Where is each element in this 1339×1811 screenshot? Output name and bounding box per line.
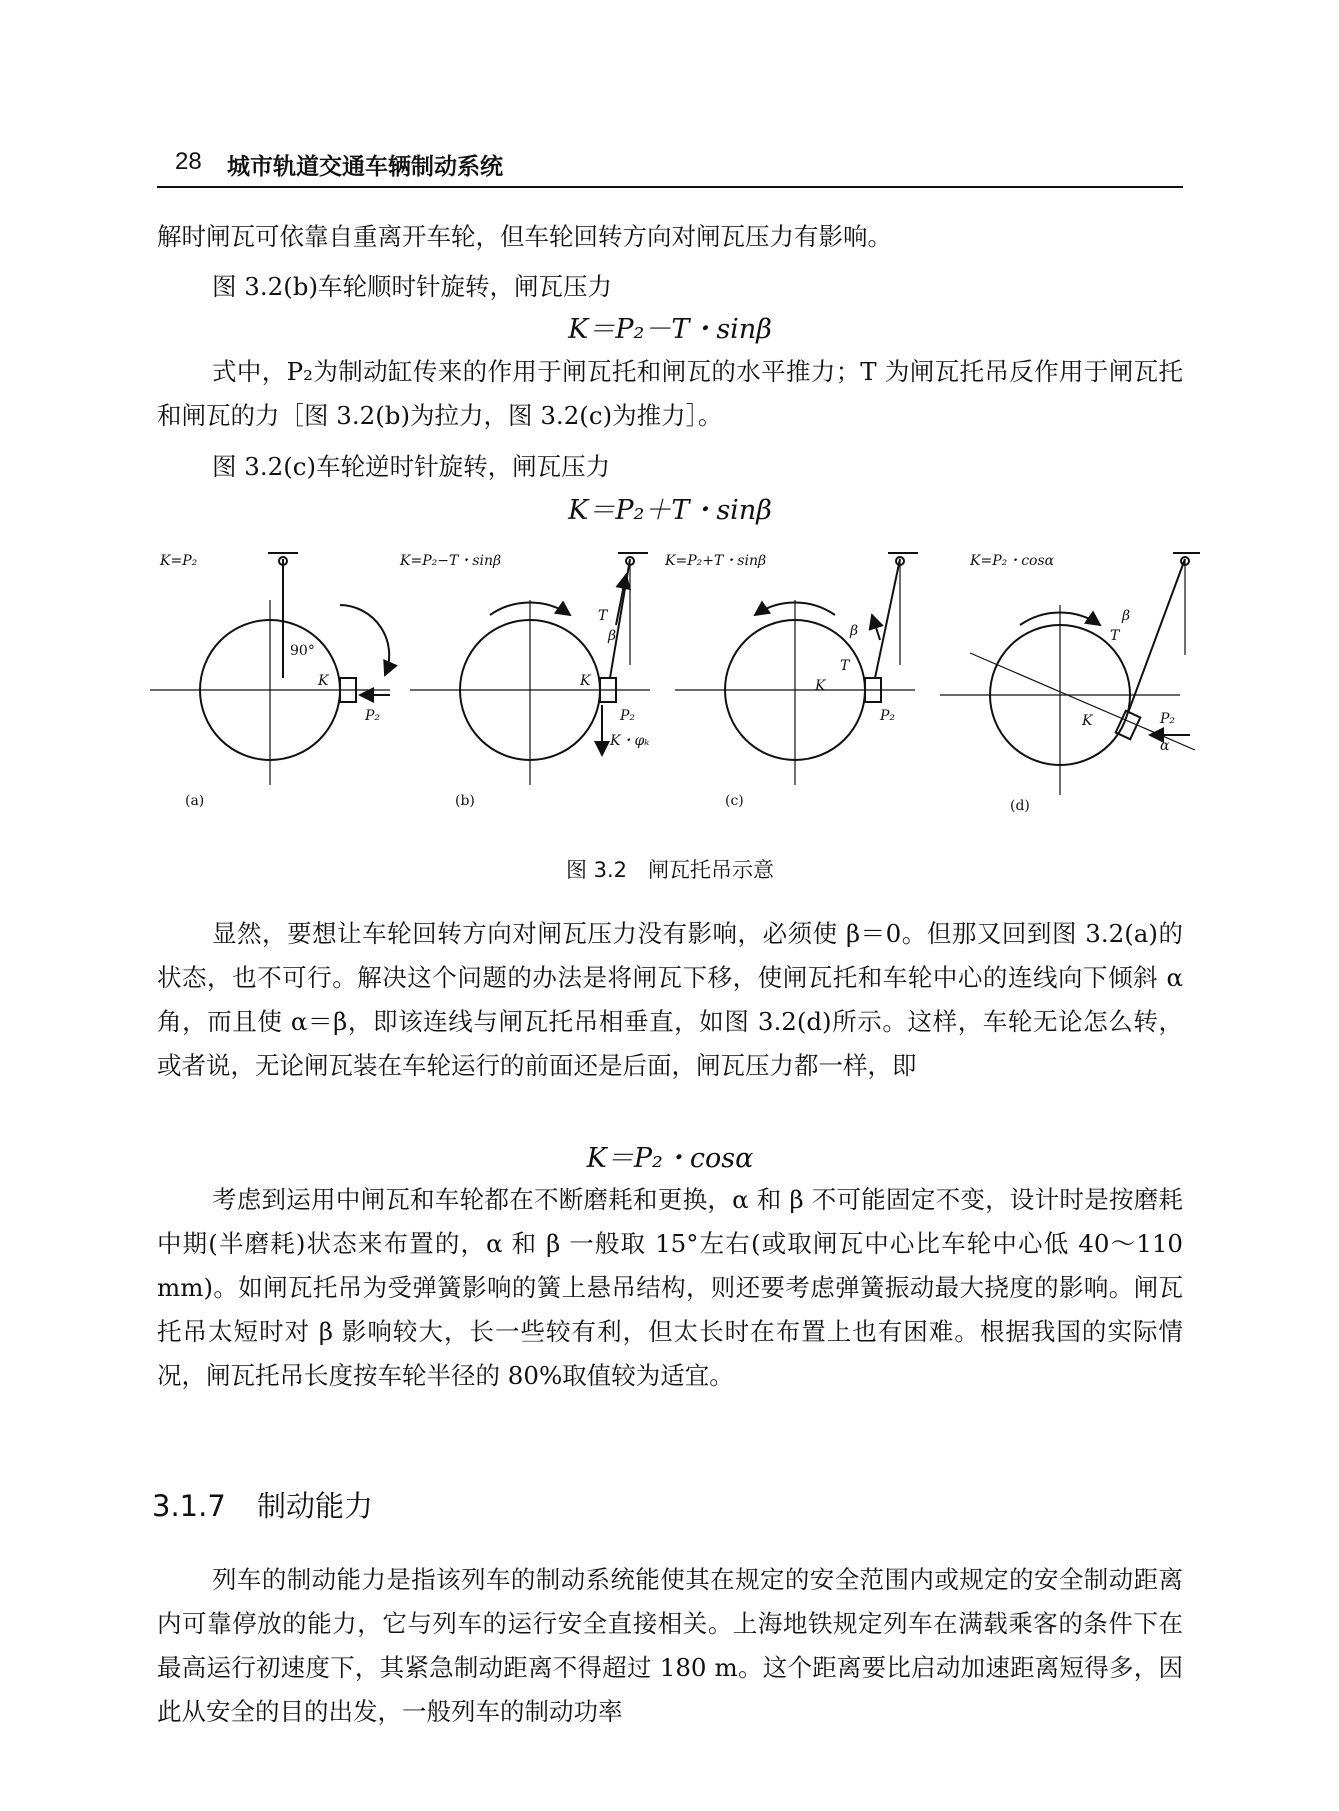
fig-d-t: T: [1110, 628, 1120, 644]
book-title: 城市轨道交通车辆制动系统: [227, 154, 503, 180]
diagram-d: [940, 553, 1200, 795]
fig-c-p: P₂: [880, 708, 896, 724]
fig-b-k: K: [580, 673, 591, 689]
fig-a-k: K: [318, 673, 329, 689]
fig-a-label: (a): [185, 793, 205, 809]
fig-c-beta: β: [850, 623, 859, 639]
fig-d-alpha: α: [1160, 738, 1170, 754]
paragraph-6: 考虑到运用中闸瓦和车轮都在不断磨耗和更换，α 和 β 不可能固定不变，设计时是按磨耗中期(半磨耗)状态来布置的，α 和 β 一般取 15°左右(或取闸瓦中心比车轮中心低 40～110 mm)。如闸瓦托吊为受弹簧影响的簧上悬吊结构，则还要考虑弹簧振动最大挠度的影响。闸瓦托吊太短时对 β 影响较大，长一些较有利，但太长时在布置上也有困难。根据我国的实际情况，闸瓦托吊长度按车轮半径的 80%取值较为适宜。: [157, 1185, 1183, 1390]
fig-c-label: (c): [725, 793, 744, 809]
brake-shoe-figure: [140, 545, 1200, 845]
paragraph-7: 列车的制动能力是指该列车的制动系统能使其在规定的安全范围内或规定的安全制动距离内可靠停放的能力，它与列车的运行安全直接相关。上海地铁规定列车在满载乘客的条件下在最高运行初速度下，其紧急制动距离不得超过 180 m。这个距离要比启动加速距离短得多，因此从安全的目的出发，一般列车的制动功率: [157, 1565, 1183, 1726]
paragraph-5: 显然，要想让车轮回转方向对闸瓦压力没有影响，必须使 β＝0。但那又回到图 3.2(a)的状态，也不可行。解决这个问题的办法是将闸瓦下移，使闸瓦托和车轮中心的连线向下倾斜 α 角，而且使 α＝β，即该连线与闸瓦托吊相垂直，如图 3.2(d)所示。这样，车轮无论怎么转，或者说，无论闸瓦装在车轮运行的前面还是后面，闸瓦压力都一样，即: [157, 919, 1183, 1080]
paragraph-3: 式中，P₂为制动缸传来的作用于闸瓦托和闸瓦的水平推力；T 为闸瓦托吊反作用于闸瓦托和闸瓦的力［图 3.2(b)为拉力，图 3.2(c)为推力］。: [157, 357, 1183, 430]
figure-caption: 图 3.2 闸瓦托吊示意: [565, 858, 775, 882]
page-number: 28: [175, 148, 202, 175]
paragraph-2: 图 3.2(b)车轮顺时针旋转，闸瓦压力: [212, 272, 613, 301]
fig-b-beta: β: [608, 628, 617, 644]
fig-a-p: P₂: [365, 708, 381, 724]
fig-b-p: P₂: [620, 708, 636, 724]
fig-c-formula: K=P₂+T・sinβ: [665, 553, 767, 569]
paragraph-4: 图 3.2(c)车轮逆时针旋转，闸瓦压力: [212, 452, 611, 481]
fig-d-label: (d): [1010, 798, 1030, 814]
diagram-c: [675, 553, 918, 785]
fig-d-k: K: [1082, 713, 1093, 729]
section-title: 制动能力: [257, 1489, 374, 1523]
running-header: [157, 140, 1183, 188]
paragraph-1: 解时闸瓦可依靠自重离开车轮，但车轮回转方向对闸瓦压力有影响。: [157, 222, 892, 251]
formula-2: K＝P₂＋T・sinβ: [568, 495, 772, 526]
fig-b-label: (b): [455, 793, 475, 809]
fig-d-beta: β: [1122, 608, 1131, 624]
fig-a-angle: 90°: [290, 643, 315, 659]
formula-3: K＝P₂・cosα: [586, 1143, 754, 1174]
fig-c-t: T: [840, 658, 850, 674]
fig-c-k: K: [815, 678, 826, 694]
fig-a-formula: K=P₂: [160, 553, 198, 569]
fig-b-formula: K=P₂−T・sinβ: [400, 553, 502, 569]
fig-b-friction: K・φₖ: [610, 733, 650, 749]
diagram-a: [150, 553, 390, 785]
fig-d-p: P₂: [1160, 711, 1176, 727]
fig-b-t: T: [598, 608, 608, 624]
formula-1: K＝P₂－T・sinβ: [568, 314, 772, 345]
diagram-b: [410, 553, 650, 785]
section-heading: [152, 1484, 373, 1525]
section-number: 3.1.7: [152, 1489, 226, 1523]
fig-d-formula: K=P₂・cosα: [970, 553, 1055, 569]
